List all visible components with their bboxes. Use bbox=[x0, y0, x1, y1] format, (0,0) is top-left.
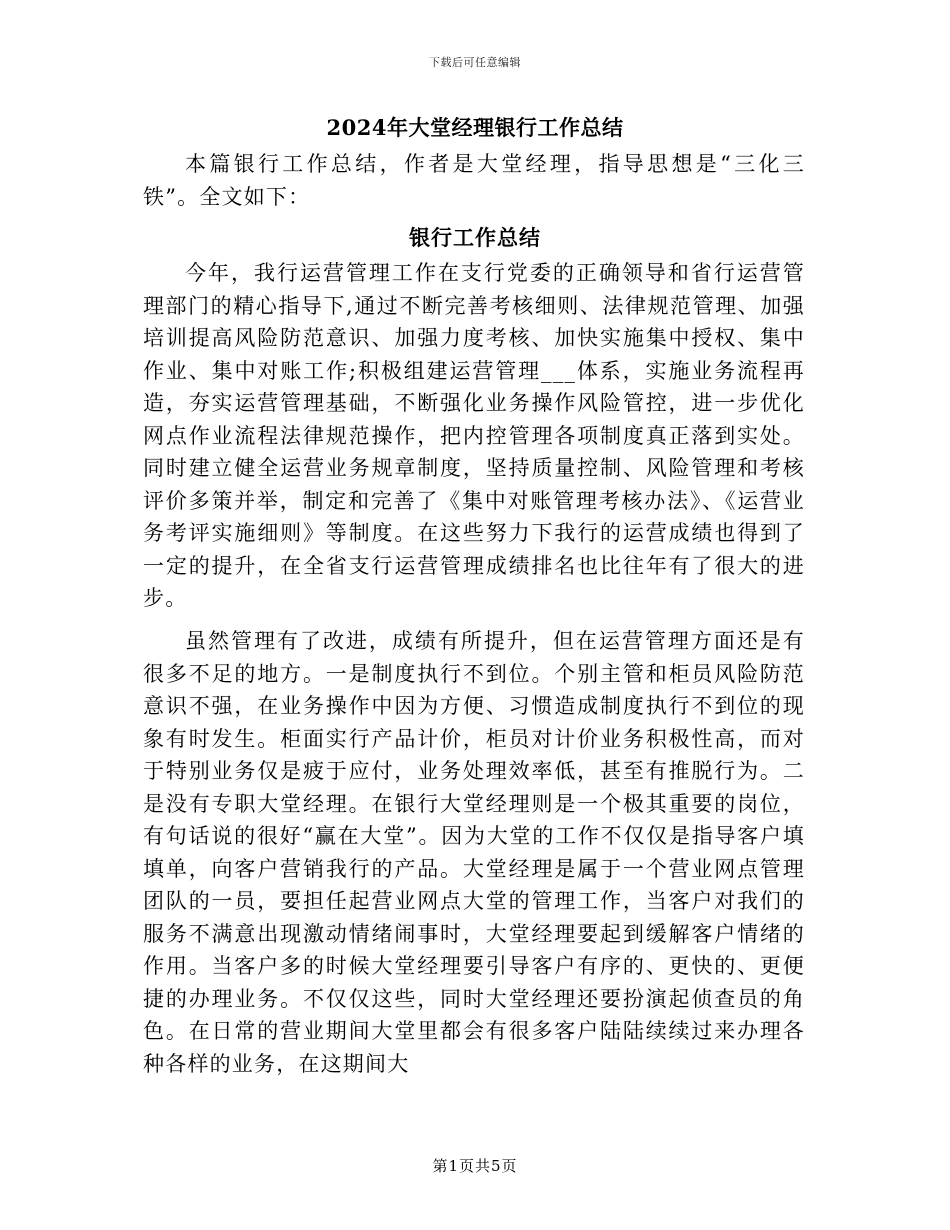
body-paragraph-2: 虽然管理有了改进，成绩有所提升，但在运营管理方面还是有很多不足的地方。一是制度执行不到位。个别主管和柜员风险防范意识不强，在业务操作中因为方便、习惯造成制度执行不到位的现象有时发生。柜面实行产品计价，柜员对计价业务积极性高，而对于特别业务仅是疲于应付，业务处理效率低，甚至有推脱行为。二是没有专职大堂经理。在银行大堂经理则是一个极其重要的岗位，有句话说的很好“赢在大堂”。因为大堂的工作不仅仅是指导客户填填单，向客户营销我行的产品。大堂经理是属于一个营业网点管理团队的一员，要担任起营业网点大堂的管理工作，当客户对我们的服务不满意出现激动情绪闹事时，大堂经理要起到缓解客户情绪的作用。当客户多的时候大堂经理要引导客户有序的、更快的、更便捷的办理业务。不仅仅这些，同时大堂经理还要扮演起侦查员的角色。在日常的营业期间大堂里都会有很多客户陆陆续续过来办理各种各样的业务，在这期间大 bbox=[143, 629, 805, 1076]
intro-paragraph: 本篇银行工作总结，作者是大堂经理，指导思想是“三化三铁”。全文如下： bbox=[143, 152, 805, 209]
body-paragraph-1: 今年，我行运营管理工作在支行党委的正确领导和省行运营管理部门的精心指导下,通过不断完善考核细则、法律规范管理、加强培训提高风险防范意识、加强力度考核、加快实施集中授权、集中作业、集中对账工作;积极组建运营管理___体系，实施业务流程再造，夯实运营管理基础，不断强化业务操作风险管控，进一步优化网点作业流程法律规范操作，把内控管理各项制度真正落到实处。同时建立健全运营业务规章制度，坚持质量控制、风险管理和考核评价多策并举，制定和完善了《集中对账管理考核办法》、《运营业务考评实施细则》等制度。在这些努力下我行的运营成绩也得到了一定的提升，在全省支行运营管理成绩排名也比往年有了很大的进步。 bbox=[143, 261, 805, 610]
download-note: 下载后可任意编辑 bbox=[429, 56, 521, 69]
page-number-footer: 第1页共5页 bbox=[432, 1157, 518, 1175]
section-title: 银行工作总结 bbox=[409, 225, 541, 250]
document-title: 2024年大堂经理银行工作总结 bbox=[326, 115, 624, 140]
